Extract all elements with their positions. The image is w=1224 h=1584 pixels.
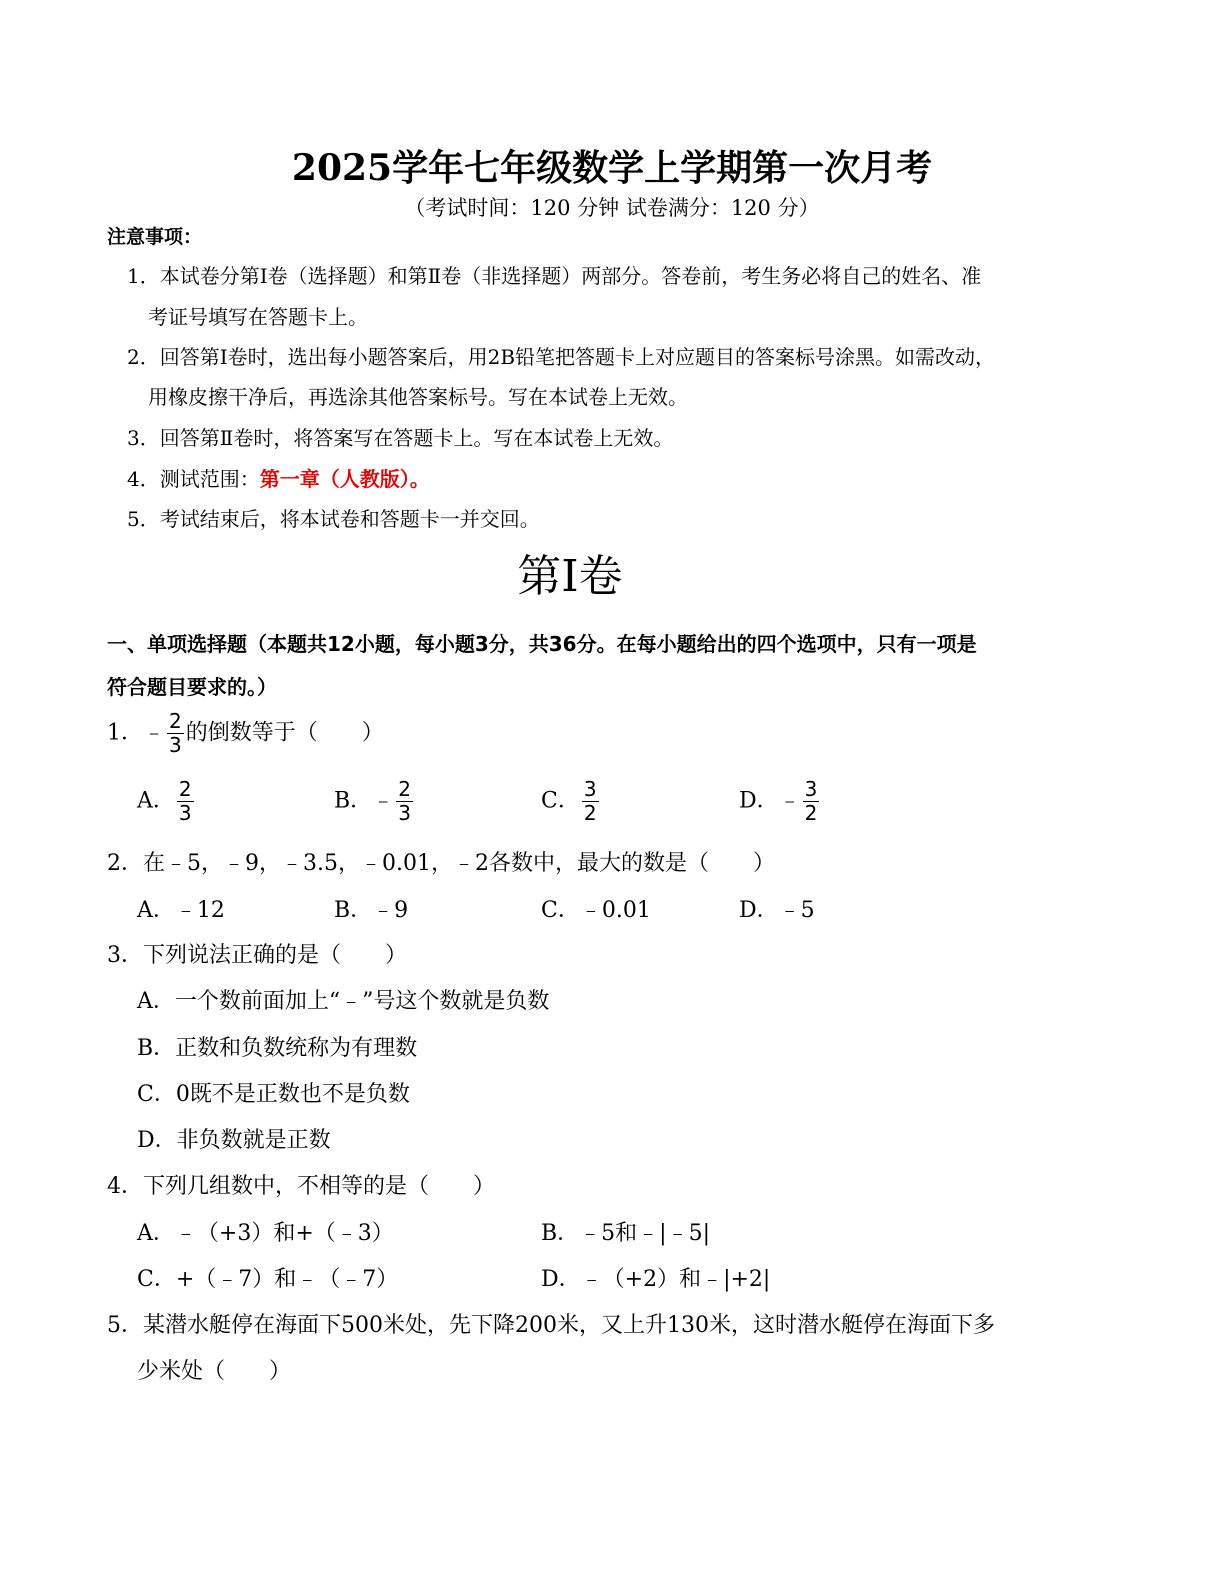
q4-option-c[interactable]: C．+（﹣7）和﹣（﹣7） (137, 1267, 399, 1292)
exam-subtitle: （考试时间：120 分钟 试卷满分：120 分） (404, 196, 820, 220)
q2-option-a[interactable]: A．﹣12 (137, 898, 225, 923)
q4-option-d[interactable]: D．﹣（+2）和﹣|+2| (541, 1267, 771, 1292)
q1-frac-num: 2 (169, 709, 182, 733)
q1-b-fraction (396, 778, 413, 825)
q1-b-num: 2 (398, 777, 411, 801)
q1-stem: 的倒数等于（ ） (185, 720, 384, 746)
q1-number: 1． (107, 720, 143, 746)
q1-d-label: D． (739, 788, 779, 814)
q2-option-b[interactable]: B．﹣9 (334, 898, 409, 923)
note-4-suffix: 。 (409, 467, 430, 491)
q1-option-b[interactable] (334, 778, 415, 825)
q2-option-c[interactable]: C．﹣0.01 (541, 898, 651, 923)
q2-option-d[interactable]: D．﹣5 (739, 898, 815, 923)
q1-frac-den: 3 (169, 733, 182, 757)
note-4-prefix: 4．测试范围： (127, 467, 260, 491)
q1-d-fraction (803, 778, 820, 825)
q1-fraction (167, 710, 184, 757)
q1-a-label: A． (137, 788, 175, 814)
note-4 (127, 463, 430, 492)
question-5-line1: 5．某潜水艇停在海面下500米处，先下降200米，又上升130米，这时潜水艇停在海面下多 (107, 1313, 995, 1338)
part-title: 第Ⅰ卷 (517, 551, 623, 602)
q4-option-a[interactable]: A．﹣（+3）和+（﹣3） (137, 1221, 394, 1246)
exam-title: 2025学年七年级数学上学期第一次月考 (291, 147, 933, 189)
q1-a-fraction (177, 778, 194, 825)
note-2-line2: 用橡皮擦干净后，再选涂其他答案标号。写在本试卷上无效。 (148, 385, 688, 409)
question-4: 4．下列几组数中，不相等的是（ ） (107, 1174, 495, 1199)
q1-a-den: 3 (178, 801, 192, 825)
notes-heading: 注意事项： (107, 226, 203, 248)
q1-c-num: 3 (583, 777, 597, 801)
q1-option-a[interactable] (137, 778, 196, 825)
q1-b-sign: ﹣ (372, 788, 395, 814)
note-4-scope: 第一章（人教版） (259, 467, 410, 491)
q1-option-c[interactable] (541, 778, 601, 825)
q3-option-b[interactable]: B．正数和负数统称为有理数 (137, 1036, 418, 1061)
note-1-line1: 1．本试卷分第Ⅰ卷（选择题）和第Ⅱ卷（非选择题）两部分。答卷前，考生务必将自己的姓名、准 (127, 264, 982, 288)
note-5: 5．考试结束后，将本试卷和答题卡一并交回。 (127, 507, 540, 531)
q1-option-d[interactable] (739, 778, 821, 825)
q1-d-den: 2 (804, 801, 818, 825)
q3-option-a[interactable]: A．一个数前面加上“﹣”号这个数就是负数 (137, 989, 550, 1014)
q1-b-den: 3 (398, 801, 411, 825)
question-3: 3．下列说法正确的是（ ） (107, 943, 407, 968)
question-2: 2．在﹣5，﹣9，﹣3.5，﹣0.01，﹣2各数中，最大的数是（ ） (107, 851, 775, 876)
q4-option-b[interactable]: B．﹣5和﹣|﹣5| (541, 1221, 710, 1246)
q1-c-label: C． (541, 788, 580, 814)
q1-b-label: B． (334, 788, 373, 814)
q1-a-num: 2 (178, 777, 192, 801)
q3-option-d[interactable]: D．非负数就是正数 (137, 1128, 331, 1153)
q1-minus: ﹣ (143, 720, 166, 746)
section-heading-line1: 一、单项选择题（本题共12小题，每小题3分，共36分。在每小题给出的四个选项中，只有一项是 (107, 632, 977, 656)
section-heading-line2: 符合题目要求的。） (107, 675, 277, 699)
question-1 (107, 710, 384, 757)
q3-option-c[interactable]: C．0既不是正数也不是负数 (137, 1082, 410, 1107)
q1-c-den: 2 (583, 801, 597, 825)
q1-c-fraction (582, 778, 599, 825)
note-3: 3．回答第Ⅱ卷时，将答案写在答题卡上。写在本试卷上无效。 (127, 426, 674, 450)
question-5-line2: 少米处（ ） (137, 1359, 292, 1384)
q1-d-sign: ﹣ (778, 788, 801, 814)
note-2-line1: 2．回答第Ⅰ卷时，选出每小题答案后，用2B铅笔把答题卡上对应题目的答案标号涂黑。如需改动， (127, 345, 996, 369)
q1-d-num: 3 (804, 777, 818, 801)
note-1-line2: 考证号填写在答题卡上。 (148, 305, 368, 329)
